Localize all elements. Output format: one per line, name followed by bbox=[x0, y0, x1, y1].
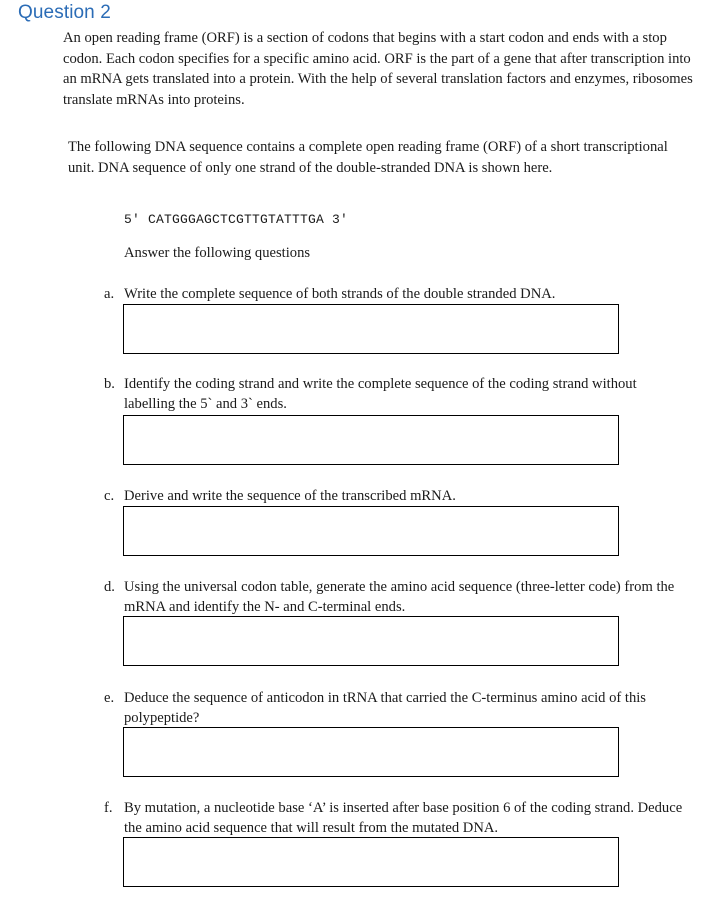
intro-paragraph: An open reading frame (ORF) is a section of codons that begins with a start codon and ends with a stop codon. Each codon specifies for a specific amino acid. ORF is the part of a gene that after transcription into an mRNA gets translated into a protein. With the help of several translation factors and enzymes, ribosomes translate mRNAs into proteins. bbox=[63, 30, 693, 108]
question-b bbox=[104, 374, 684, 414]
question-letter: e. bbox=[104, 690, 115, 706]
question-letter: a. bbox=[104, 286, 115, 302]
answer-box-c[interactable] bbox=[123, 506, 619, 556]
question-text: Write the complete sequence of both strands of the double stranded DNA. bbox=[124, 286, 556, 302]
question-text: By mutation, a nucleotide base ‘A’ is inserted after base position 6 of the coding strand. Deduce the amino acid sequence that will result from the mutated DNA. bbox=[124, 800, 683, 836]
answer-box-b[interactable] bbox=[123, 415, 619, 465]
dna-sequence: 5′ CATGGGAGCTCGTTGTATTTGA 3′ bbox=[124, 212, 349, 227]
question-text: Identify the coding strand and write the complete sequence of the coding strand without labelling the 5` and 3` ends. bbox=[124, 376, 637, 412]
answer-box-e[interactable] bbox=[123, 727, 619, 777]
question-letter: d. bbox=[104, 579, 115, 595]
question-letter: b. bbox=[104, 376, 115, 392]
answer-box-a[interactable] bbox=[123, 304, 619, 354]
question-letter: c. bbox=[104, 488, 115, 504]
question-d bbox=[104, 577, 684, 617]
setup-paragraph: The following DNA sequence contains a complete open reading frame (ORF) of a short transcriptional unit. DNA sequence of only one strand of the double-stranded DNA is shown here. bbox=[68, 139, 668, 176]
answer-box-f[interactable] bbox=[123, 837, 619, 887]
question-e bbox=[104, 688, 684, 728]
answer-instruction: Answer the following questions bbox=[124, 245, 311, 261]
question-title: Question 2 bbox=[18, 2, 111, 23]
question-text: Deduce the sequence of anticodon in tRNA that carried the C-terminus amino acid of this polypeptide? bbox=[124, 690, 646, 726]
question-a bbox=[104, 284, 684, 304]
question-c bbox=[104, 486, 684, 506]
answer-box-d[interactable] bbox=[123, 616, 619, 666]
question-f bbox=[104, 798, 684, 838]
question-letter: f. bbox=[104, 800, 113, 816]
question-text: Derive and write the sequence of the transcribed mRNA. bbox=[124, 488, 456, 504]
question-text: Using the universal codon table, generate the amino acid sequence (three-letter code) from the mRNA and identify the N- and C-terminal ends. bbox=[124, 579, 675, 615]
